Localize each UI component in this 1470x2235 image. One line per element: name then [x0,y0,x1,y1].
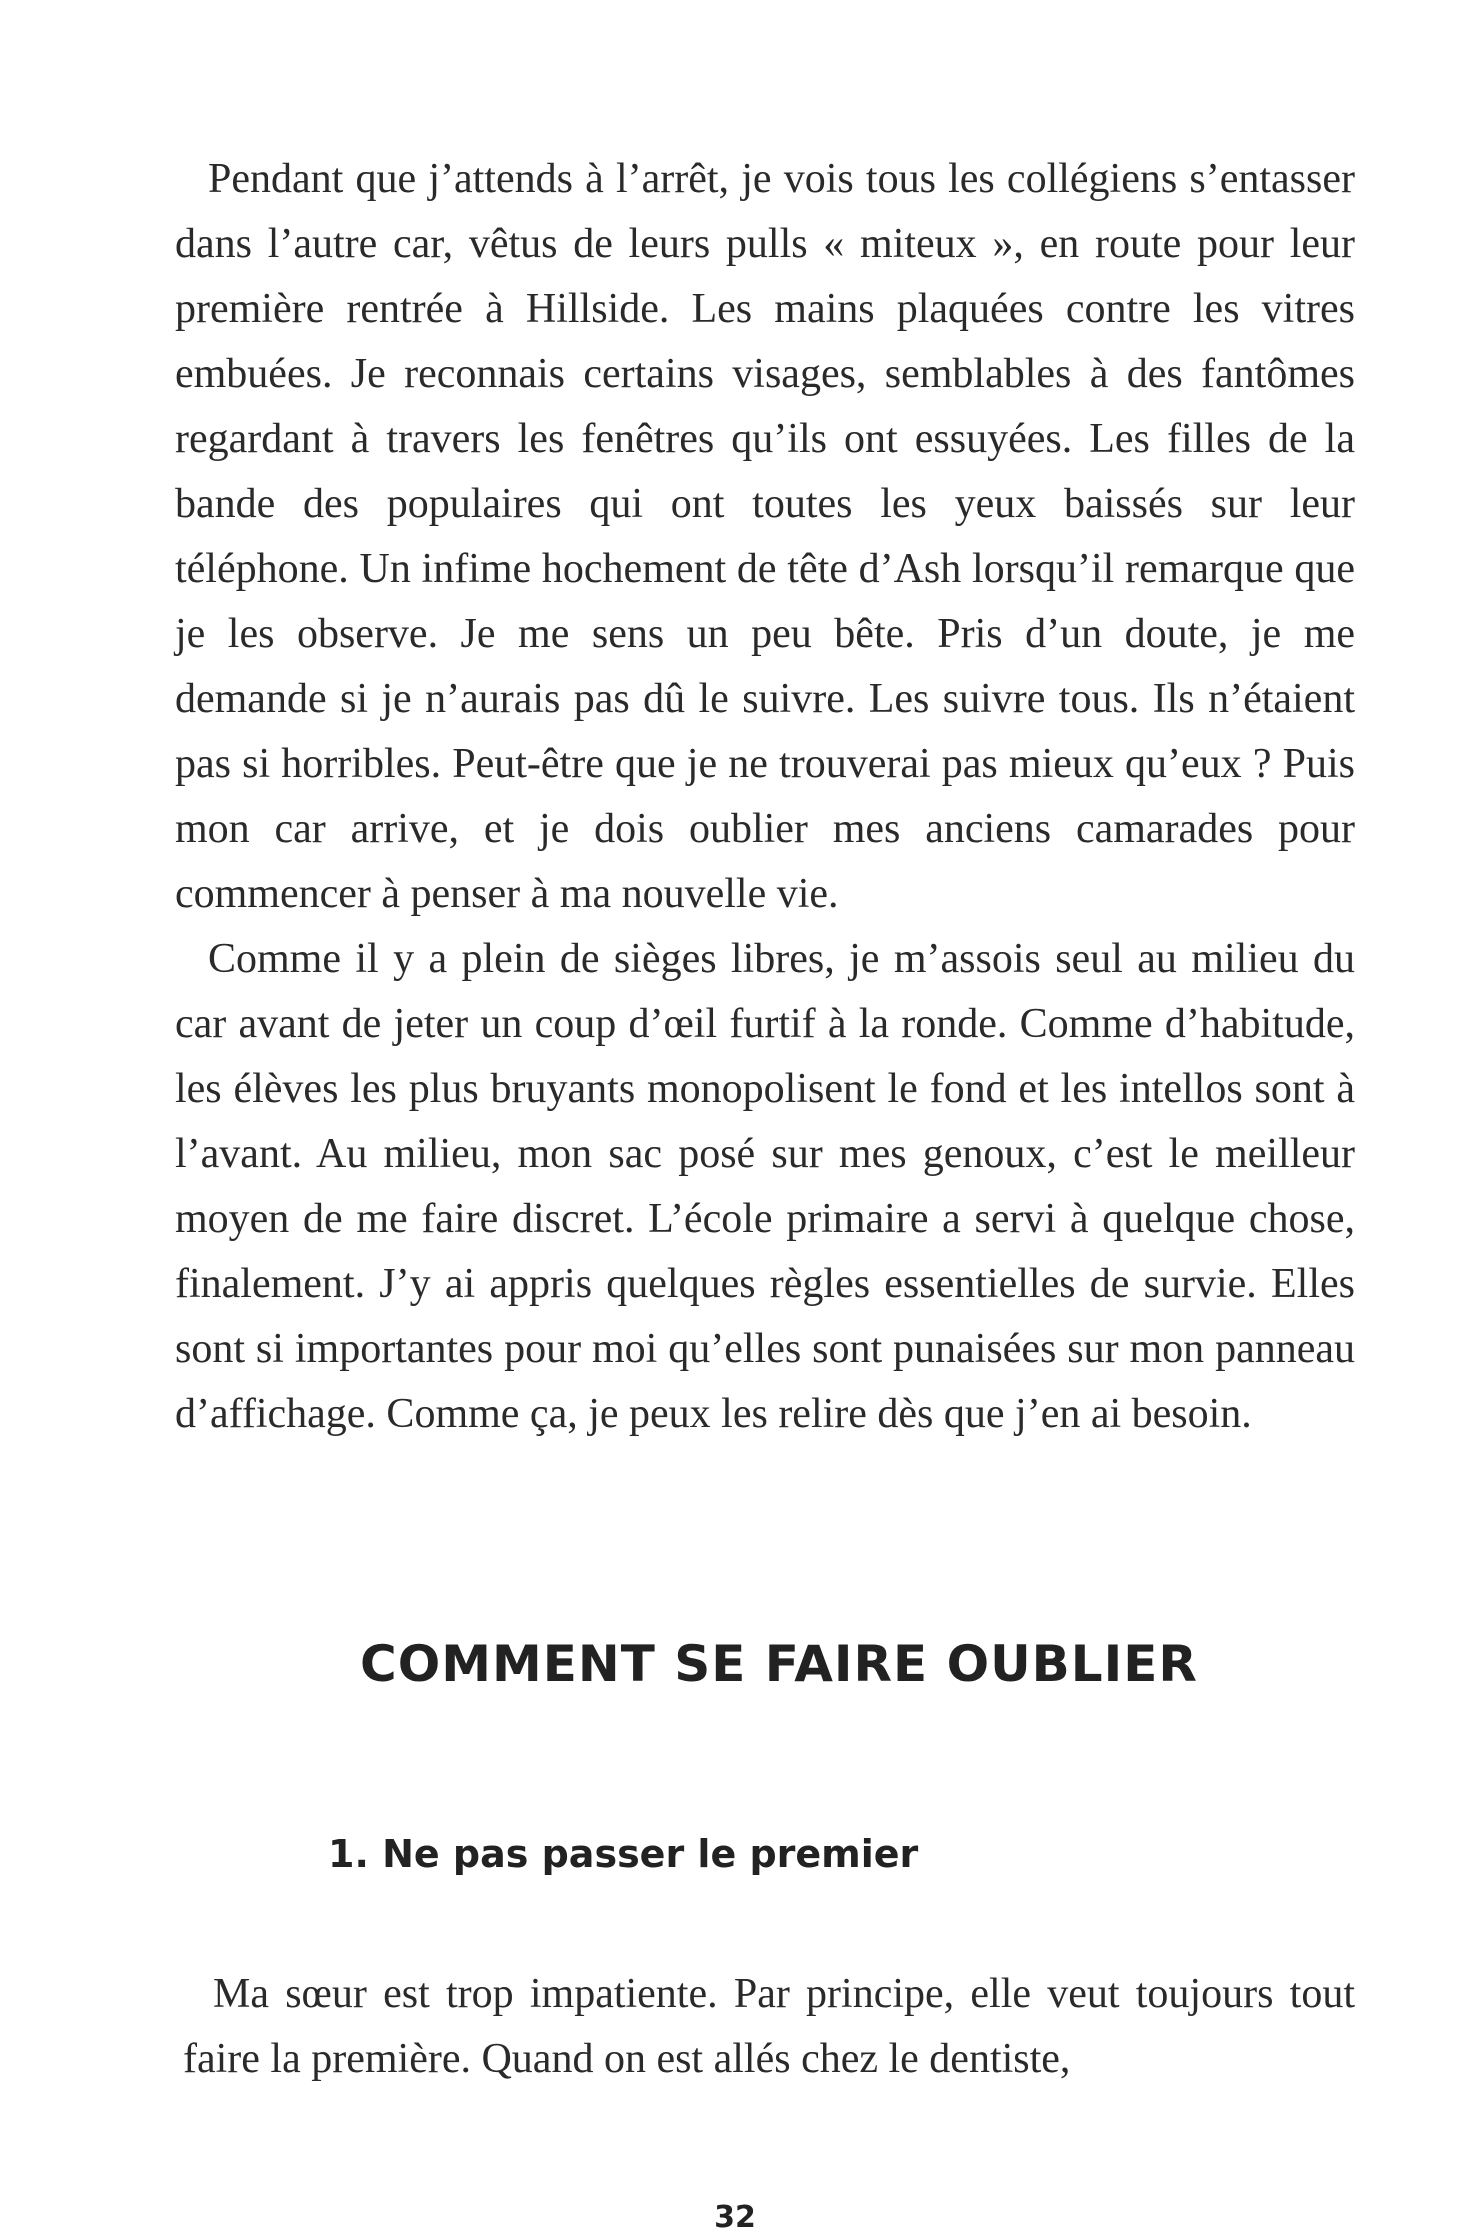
rule-heading: 1. Ne pas passer le premier [328,1832,919,1876]
rule-text-block [183,1962,1355,2092]
main-text-block [175,147,1355,1447]
paragraph-sister: Ma sœur est trop impatiente. Par principe, elle veut toujours tout faire la première. Quand on est allés chez le dentiste, [183,1971,1355,2082]
section-heading: COMMENT SE FAIRE OUBLIER [360,1635,1198,1693]
paragraph-bus-seat: Comme il y a plein de sièges libres, je m’assois seul au milieu du car avant de jeter un coup d’œil furtif à la ronde. Comme d’habitude, les élèves les plus bruyants monopolisent le fond et les intellos sont à l’avant. Au milieu, mon sac posé sur mes genoux, c’est le meilleur moyen de me faire discret. L’école primaire a servi à quelque chose, finalement. J’y ai appris quelques règles essentielles de survie. Elles sont si importantes pour moi qu’elles sont punaisées sur mon panneau d’affichage. Comme ça, je peux les relire dès que j’en ai besoin. [175,936,1355,1437]
page-number: 32 [714,2200,756,2235]
paragraph-bus-stop: Pendant que j’attends à l’arrêt, je vois tous les collégiens s’entasser dans l’autre car, vêtus de leurs pulls « miteux », en route pour leur première rentrée à Hillside. Les mains plaquées contre les vitres embuées. Je reconnais certains visages, semblables à des fantômes regardant à travers les fenêtres qu’ils ont essuyées. Les filles de la bande des populaires qui ont toutes les yeux baissés sur leur téléphone. Un infime hochement de tête d’Ash lorsqu’il remarque que je les observe. Je me sens un peu bête. Pris d’un doute, je me demande si je n’aurais pas dû le suivre. Les suivre tous. Ils n’étaient pas si horribles. Peut-être que je ne trouverai pas mieux qu’eux ? Puis mon car arrive, et je dois oublier mes anciens camarades pour commencer à penser à ma nouvelle vie. [175,156,1355,917]
